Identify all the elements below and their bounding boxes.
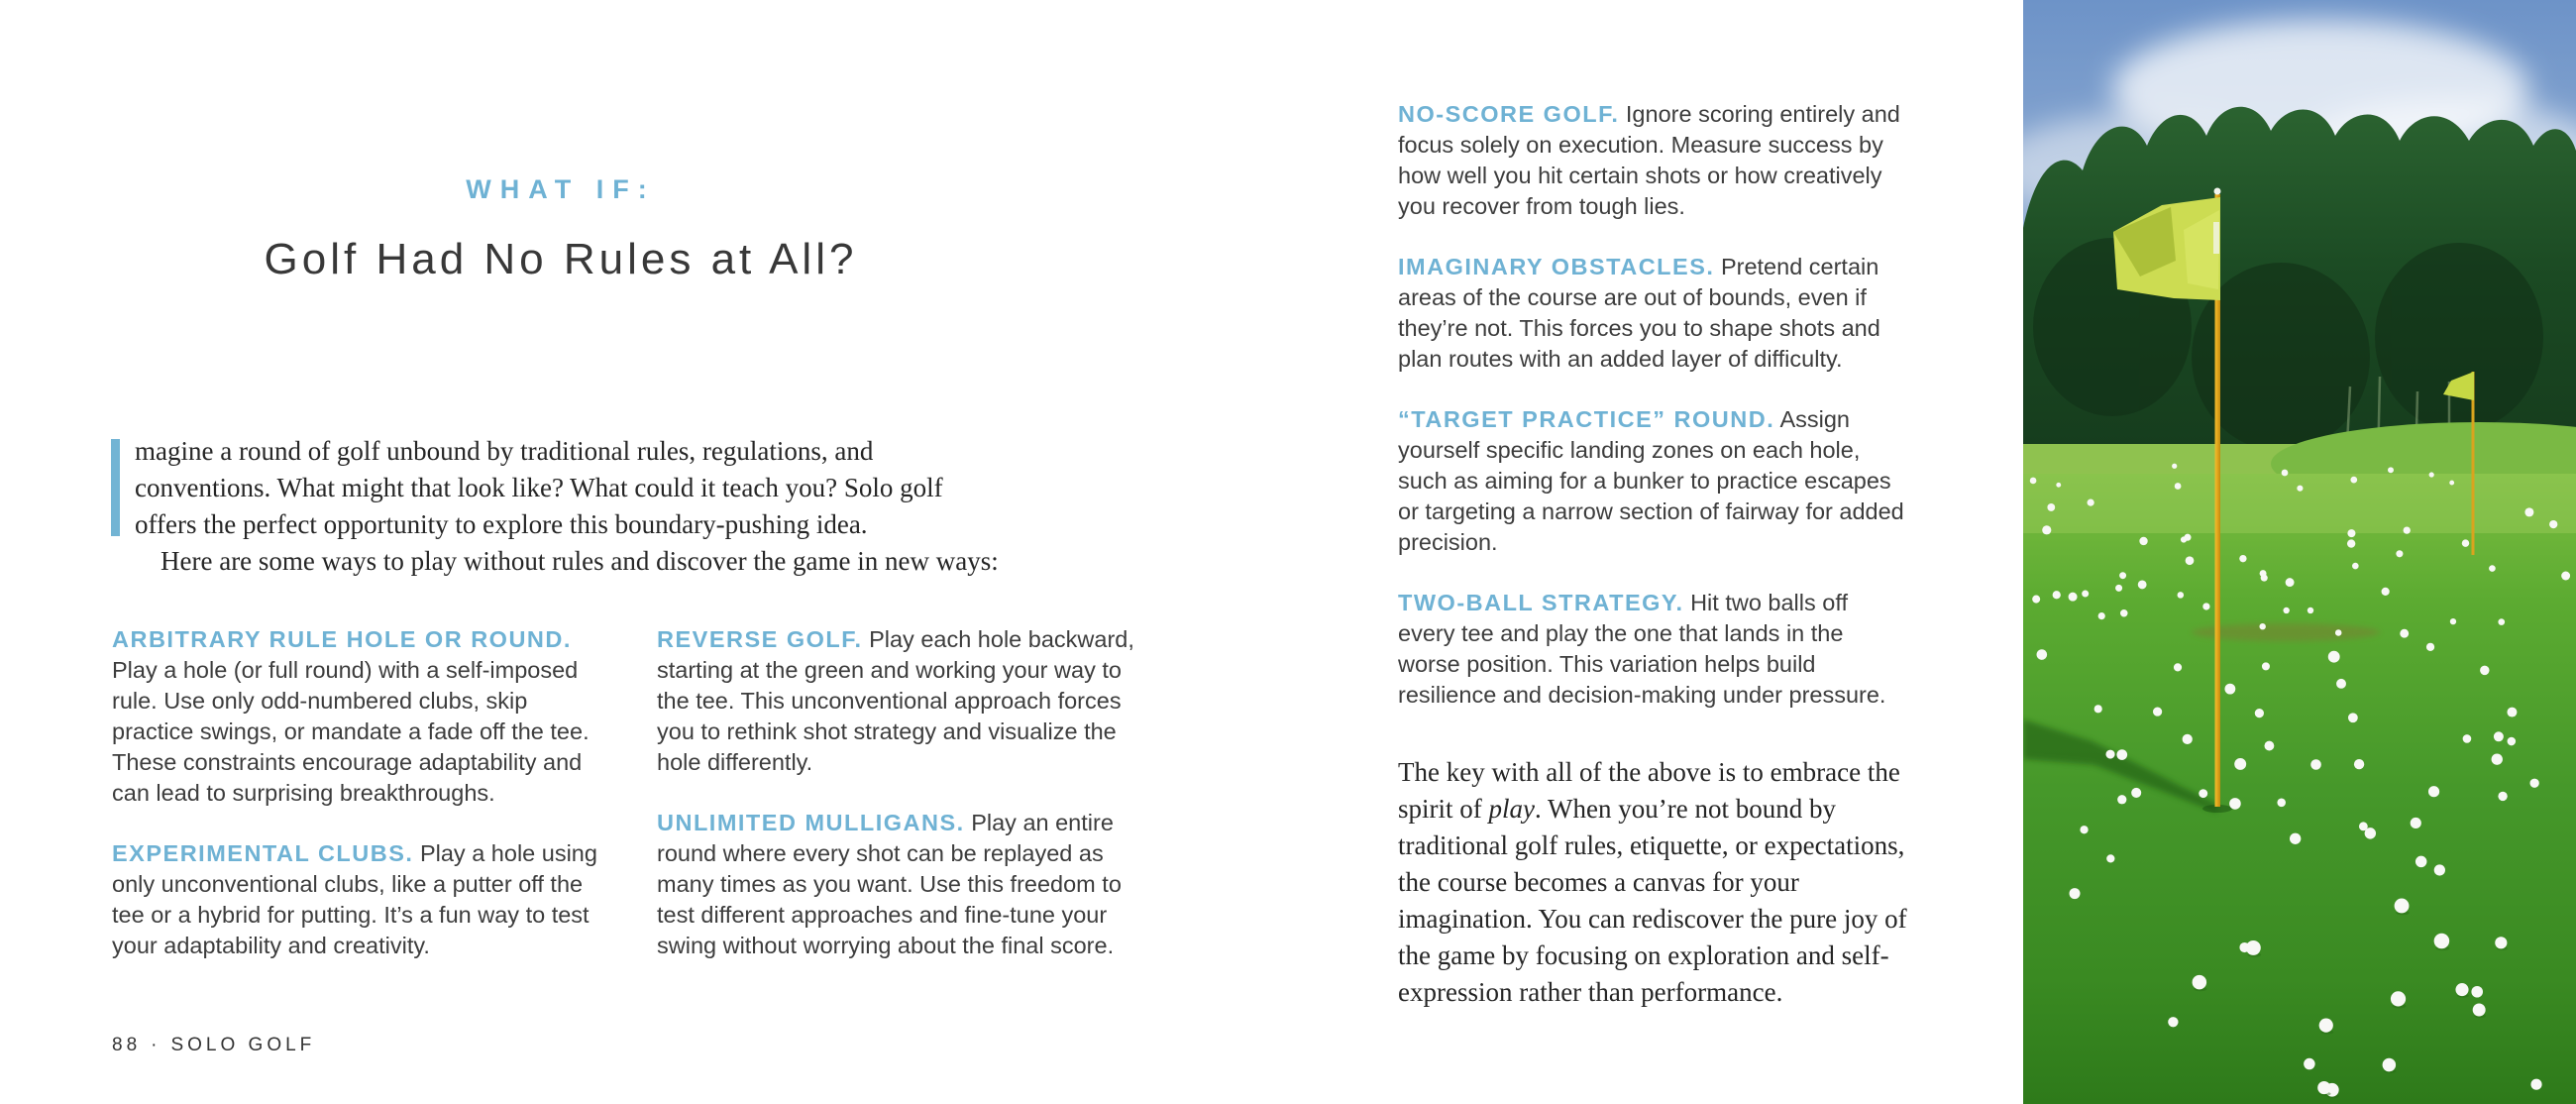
entry-body: Ignore scoring entirely and focus solely on execution. Measure success by how well you hit certain shots or how creatively you recover from tough lies. bbox=[1398, 101, 1900, 219]
entry-reverse-golf bbox=[657, 624, 1157, 778]
pole-tip bbox=[2214, 188, 2221, 195]
page-title: Golf Had No Rules at All? bbox=[264, 235, 858, 283]
column-left bbox=[112, 624, 612, 991]
column-right bbox=[1398, 99, 1908, 1011]
entry-body: Play each hole backward, starting at the green and working your way to the tee. This unconventional approach forces you to rethink shot strategy and visualize the hole differently. bbox=[657, 626, 1134, 775]
entry-lead: NO-SCORE GOLF. bbox=[1398, 101, 1620, 127]
column-middle bbox=[657, 624, 1157, 991]
entry-body: Play an entire round where every shot can be replayed as many times as you want. Use this freedom to test different approaches and fine-tune your swing without worrying about the final score. bbox=[657, 810, 1122, 958]
closing-text: . When you’re not bound by traditional golf rules, etiquette, or expectations, the course becomes a canvas for your imagination. You can rediscover the pure joy of the game by focusing on exploration and self-expression rather than performance. bbox=[1398, 794, 1907, 1007]
entry-target-practice-round bbox=[1398, 404, 1908, 558]
entry-body: Assign yourself specific landing zones on each hole, such as aiming for a bunker to practice escapes or targeting a narrow section of fairway for added precision. bbox=[1398, 406, 1904, 555]
footer-separator: · bbox=[151, 1035, 161, 1055]
grass-stripe bbox=[2023, 474, 2576, 533]
driving-range-photo bbox=[2023, 0, 2576, 1104]
page-footer bbox=[112, 1035, 315, 1056]
entry-no-score-golf bbox=[1398, 99, 1908, 222]
entry-lead: “TARGET PRACTICE” ROUND. bbox=[1398, 406, 1775, 432]
page-number: 88 bbox=[112, 1035, 142, 1055]
entry-experimental-clubs bbox=[112, 838, 612, 961]
entry-two-ball-strategy bbox=[1398, 588, 1908, 711]
entry-lead: TWO-BALL STRATEGY. bbox=[1398, 590, 1684, 615]
entry-body: Hit two balls off every tee and play the one that lands in the worse position. This variation helps build resilience and decision-making under pressure. bbox=[1398, 590, 1886, 708]
entry-body: Play a hole (or full round) with a self-imposed rule. Use only odd-numbered clubs, skip practice swings, or mandate a fade off the tee. These constraints encourage adaptability and can lead to surprising breakthroughs. bbox=[112, 657, 590, 806]
intro-followup: Here are some ways to play without rules and discover the game in new ways: bbox=[161, 546, 999, 576]
intro-section bbox=[111, 433, 1003, 580]
closing-italic-word: play bbox=[1488, 794, 1535, 824]
entry-lead: ARBITRARY RULE HOLE OR ROUND. bbox=[112, 626, 572, 652]
closing-paragraph bbox=[1398, 754, 1908, 1011]
title-block bbox=[112, 174, 1010, 284]
entry-lead: REVERSE GOLF. bbox=[657, 626, 863, 652]
flag-tab bbox=[2213, 222, 2219, 254]
entry-body: Play a hole using only unconventional clubs, like a putter off the tee or a hybrid for putting. It’s a fun way to test your adaptability and creativity. bbox=[112, 840, 597, 958]
entry-lead: IMAGINARY OBSTACLES. bbox=[1398, 254, 1715, 279]
intro-paragraph: magine a round of golf unbound by traditional rules, regulations, and conventions. What might that look like? What could it teach you? Solo golf offers the perfect opportunity to explore this boundary-pushing idea. bbox=[135, 436, 943, 539]
entry-unlimited-mulligans bbox=[657, 808, 1157, 961]
closing-text: The key with all of the above is to embrace the spirit of bbox=[1398, 757, 1900, 824]
book-title: SOLO GOLF bbox=[170, 1035, 316, 1055]
entry-body: Pretend certain areas of the course are out of bounds, even if they’re not. This forces you to shape shots and plan routes with an added layer of difficulty. bbox=[1398, 254, 1880, 372]
entry-arbitrary-rule bbox=[112, 624, 612, 809]
entry-imaginary-obstacles bbox=[1398, 252, 1908, 375]
dropcap-bar bbox=[111, 439, 120, 536]
entry-lead: UNLIMITED MULLIGANS. bbox=[657, 810, 965, 835]
entry-lead: EXPERIMENTAL CLUBS. bbox=[112, 840, 414, 866]
kicker: WHAT IF: bbox=[466, 174, 656, 204]
